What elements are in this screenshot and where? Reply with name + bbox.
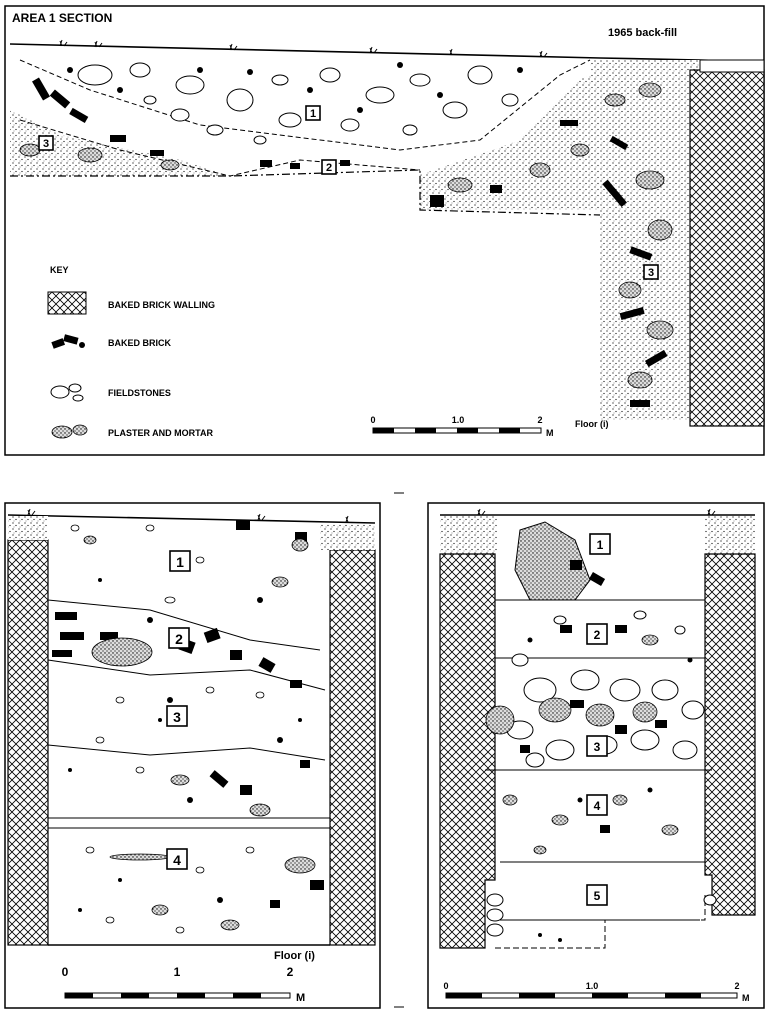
svg-text:2: 2 [286, 965, 294, 979]
topsoil-left [8, 516, 48, 540]
top-layer-label-3-left [39, 136, 53, 150]
svg-text:BAKED BRICK: BAKED BRICK [108, 338, 171, 348]
svg-text:3: 3 [647, 267, 655, 279]
svg-text:1.0: 1.0 [585, 981, 599, 991]
br-layer-label-3 [587, 736, 607, 756]
svg-text:2: 2 [325, 162, 333, 174]
svg-text:2: 2 [593, 628, 601, 642]
svg-text:PLASTER AND MORTAR: PLASTER AND MORTAR [108, 428, 213, 438]
top-section-panel [5, 6, 764, 455]
svg-text:1: 1 [309, 108, 317, 120]
br-layer-label-4 [587, 795, 607, 815]
bl-layer-label-4 [167, 849, 187, 869]
svg-text:2: 2 [734, 981, 740, 991]
backfill-label: 1965 back-fill [608, 27, 678, 39]
svg-text:BAKED BRICK WALLING: BAKED BRICK WALLING [108, 300, 215, 310]
br-layer-label-1 [590, 534, 610, 554]
top-panel-title: AREA 1 SECTION [12, 11, 113, 25]
bl-layer-label-3 [167, 706, 187, 726]
svg-text:0: 0 [443, 981, 449, 991]
bl-floor-label: Floor (i) [274, 950, 315, 962]
topsoil-right [320, 524, 375, 550]
svg-text:1: 1 [596, 538, 604, 552]
top-layer-label-1 [306, 106, 320, 120]
svg-text:0: 0 [370, 415, 376, 425]
bl-layer-label-1 [170, 551, 190, 571]
svg-text:1: 1 [176, 554, 184, 570]
bl-layer-label-2 [169, 628, 189, 648]
panel-divider-ticks [394, 493, 404, 1007]
svg-text:FIELDSTONES: FIELDSTONES [108, 388, 171, 398]
top-layer-label-3-right [644, 265, 658, 279]
top-floor-label: Floor (i) [575, 419, 609, 429]
svg-text:1: 1 [173, 965, 181, 979]
bottom-left-section-panel [5, 503, 380, 1008]
svg-text:M: M [742, 993, 750, 1003]
bottom-right-section-panel [428, 503, 764, 1008]
br-layer-label-2 [587, 624, 607, 644]
svg-text:2: 2 [175, 631, 183, 647]
svg-text:3: 3 [173, 709, 181, 725]
left-brick-wall [8, 540, 48, 945]
topsoil-left [440, 516, 498, 554]
right-brick-wall [705, 554, 755, 915]
topsoil-right [705, 516, 755, 554]
svg-text:4: 4 [173, 852, 181, 868]
svg-text:3: 3 [593, 740, 601, 754]
right-brick-wall [330, 550, 375, 945]
svg-text:4: 4 [593, 799, 601, 813]
svg-text:2: 2 [537, 415, 543, 425]
br-layer-label-5 [587, 885, 607, 905]
svg-text:1.0: 1.0 [451, 415, 465, 425]
svg-text:3: 3 [42, 138, 50, 150]
baked-brick-walling [690, 70, 764, 426]
top-layer-label-2 [322, 160, 336, 174]
key-heading: KEY [50, 265, 69, 275]
svg-text:0: 0 [61, 965, 69, 979]
svg-text:5: 5 [593, 889, 601, 903]
svg-text:M: M [296, 992, 306, 1004]
wall-cap [700, 60, 764, 72]
crosshatch-swatch-icon [48, 292, 86, 314]
svg-text:M: M [546, 428, 554, 438]
